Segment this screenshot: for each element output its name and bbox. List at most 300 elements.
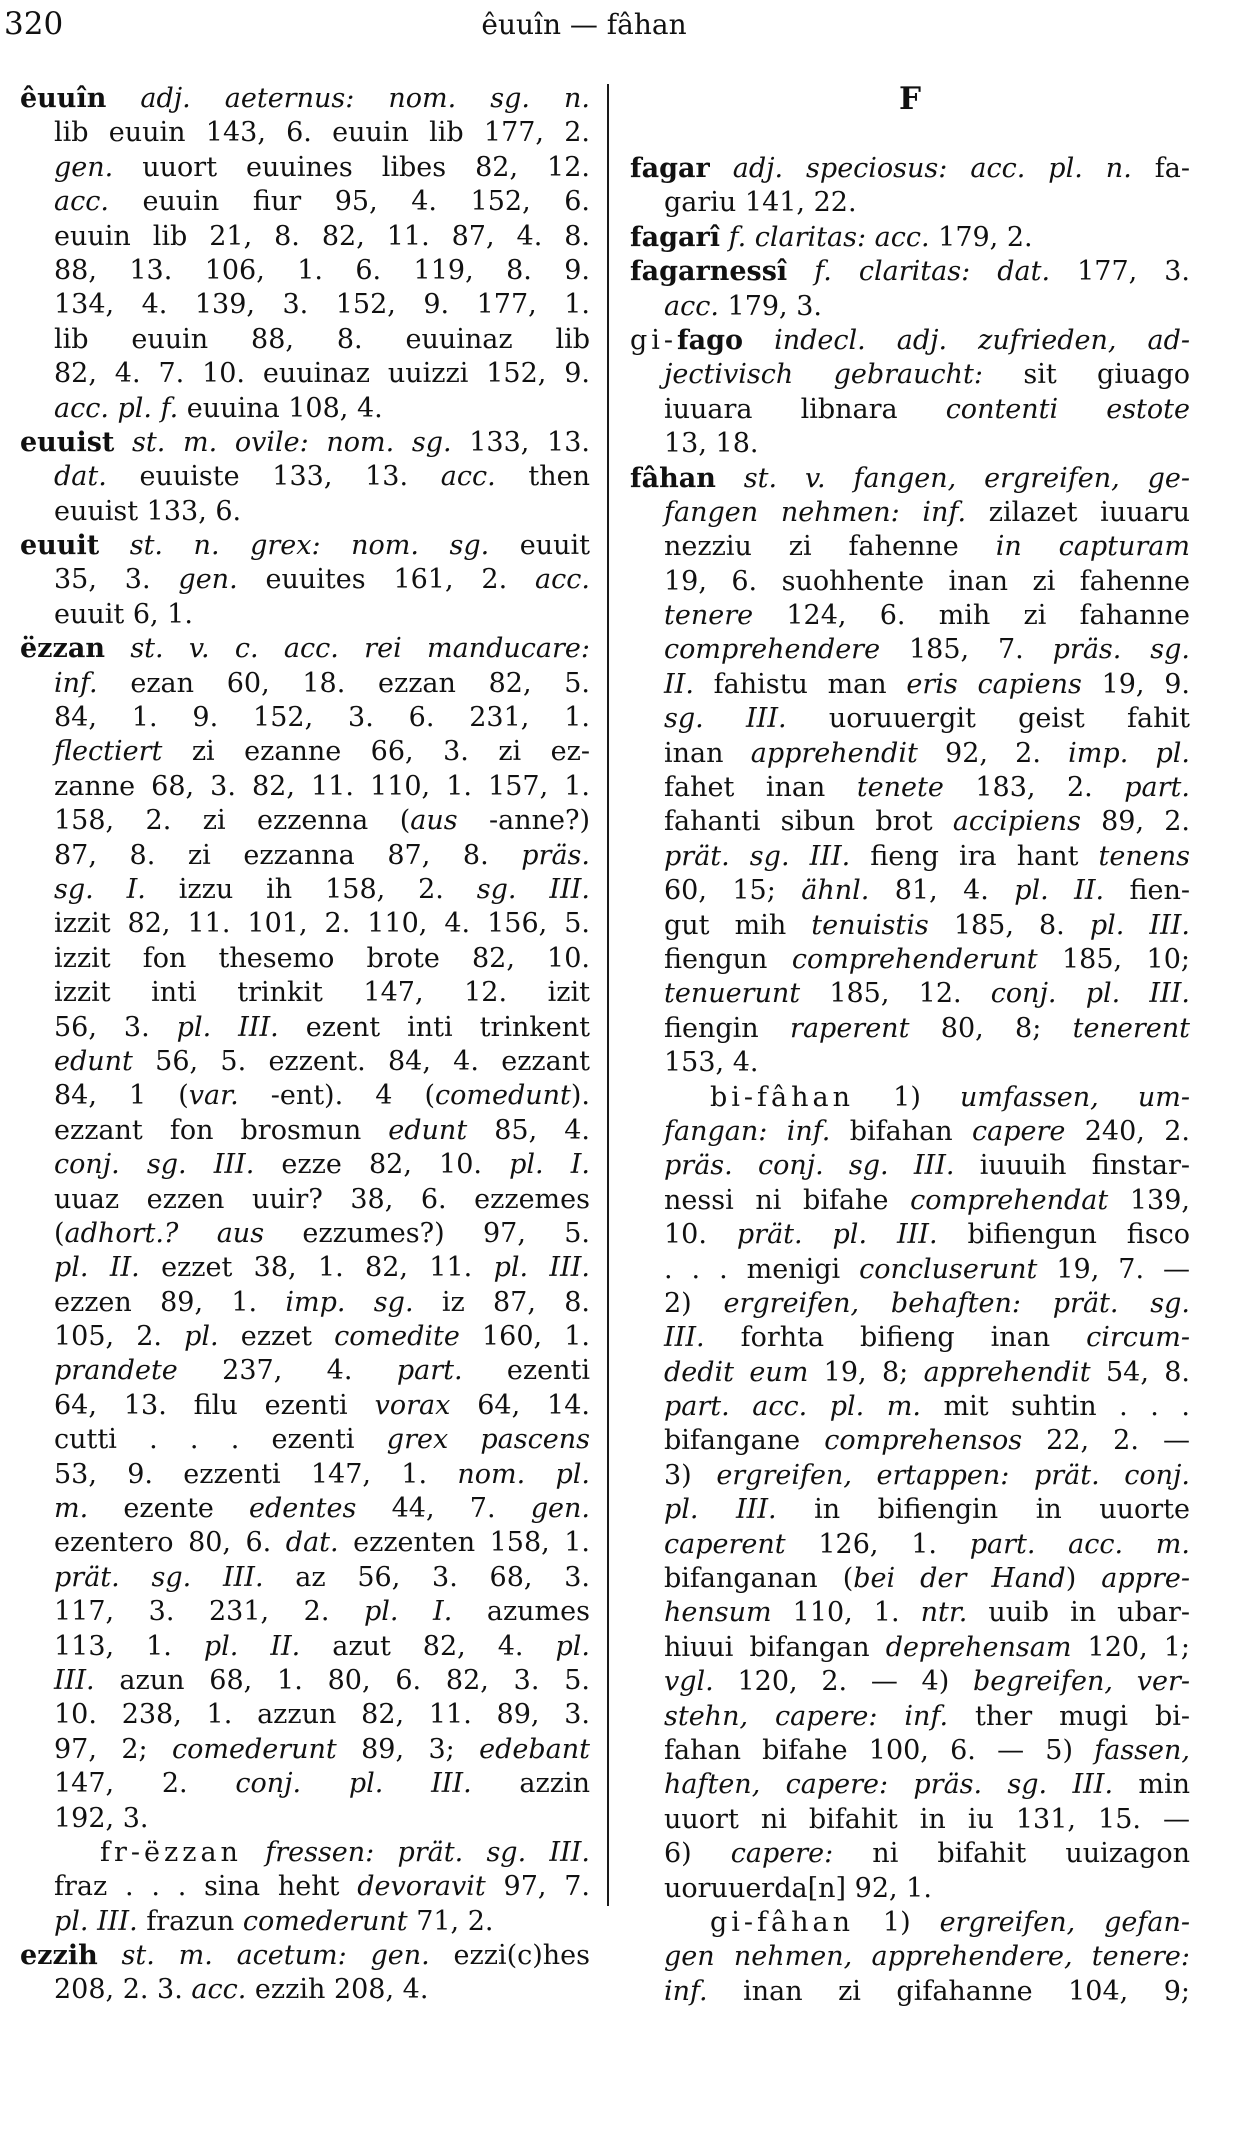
grammar-note: conj. pl. III. (235, 1768, 472, 1800)
grammar-note: concluserunt (859, 1253, 1038, 1285)
grammar-note: conj. pl. III. (990, 978, 1191, 1010)
citation-text: ezenti (462, 1355, 590, 1387)
citation-text: 19, 9. (1081, 668, 1191, 700)
citation-text (716, 463, 744, 494)
citation-text: ezzant fon brosmun (54, 1114, 389, 1146)
grammar-note: apprehendit (923, 1356, 1091, 1388)
citation-text: ni bifahit uuizagon (833, 1838, 1190, 1870)
citation-text: 10. (664, 1219, 737, 1251)
citation-text: 185, 10; (1037, 943, 1190, 975)
grammar-note: pl. III. (493, 1252, 590, 1284)
citation-text: bifahan (830, 1115, 972, 1147)
citation-text: iz 87, 8. (413, 1286, 591, 1318)
grammar-note: pl. (555, 1630, 590, 1662)
entry-line (20, 1664, 590, 1698)
citation-text: 237, 4. (177, 1355, 397, 1387)
citation-text: fraz . . . sina heht (54, 1871, 358, 1903)
page-number: 320 (4, 6, 64, 42)
grammar-note: inf. (54, 667, 98, 699)
citation-text: 160, 1. (459, 1321, 590, 1353)
citation-text: 185, 12. (800, 978, 991, 1010)
citation-text: 84, 1 ( (54, 1080, 189, 1112)
grammar-note: prät. sg. III. (54, 1561, 264, 1593)
citation-text: 105, 2. (54, 1321, 185, 1353)
entry-line (630, 633, 1190, 667)
grammar-note: fangen nehmen: inf. (664, 496, 967, 528)
entry-line (630, 840, 1190, 874)
entry-line (20, 495, 590, 529)
citation-text: zilazet iuuaru (966, 496, 1190, 528)
entry-line (630, 1665, 1190, 1699)
grammar-note: edunt (388, 1114, 468, 1146)
citation-text: 85, 4. (467, 1114, 590, 1146)
citation-text: ezzumes?) 97, 5. (264, 1217, 591, 1249)
entry-line (20, 254, 590, 288)
entry-line (630, 1459, 1190, 1493)
citation-text: 89, 3; (336, 1733, 480, 1765)
citation-text (105, 633, 130, 664)
citation-text: ezan 60, 18. ezzan 82, 5. (97, 667, 590, 699)
grammar-note: tenuerunt (664, 978, 801, 1010)
grammar-note: part. (1124, 772, 1190, 804)
entry-line (630, 1424, 1190, 1458)
grammar-note: st. n. grex: nom. sg. (129, 530, 490, 562)
grammar-note: vorax (374, 1389, 451, 1421)
citation-text: 84, 1. 9. 152, 3. 6. 231, 1. (54, 702, 590, 734)
entry-line (20, 1561, 590, 1595)
citation-text: 110, 1. (771, 1597, 921, 1629)
grammar-note: tenuistis (811, 909, 929, 941)
grammar-note: imp. pl. (1068, 737, 1190, 769)
citation-text: 2) (664, 1287, 724, 1319)
grammar-note: accipiens (952, 806, 1081, 838)
headword: fago (677, 324, 744, 356)
running-head: êuuîn — fâhan (481, 8, 687, 41)
citation-text: izzit fon thesemo brote 82, 10. (54, 942, 590, 974)
entry-line (20, 1183, 590, 1217)
grammar-note: ergreifen, behaften: prät. sg. (723, 1287, 1190, 1319)
entry-line (20, 907, 590, 941)
citation-text: 82, 4. 7. 10. euuinaz uuizzi 152, 9. (54, 358, 590, 390)
entry-line (630, 737, 1190, 771)
entry-line (630, 393, 1190, 427)
citation-text: izzu ih 158, 2. (145, 873, 477, 905)
entry-line (630, 1700, 1190, 1734)
citation-text: 192, 3. (54, 1802, 149, 1834)
entry-line (20, 1114, 590, 1148)
citation-text: 147, 2. (54, 1768, 236, 1800)
entry-line (20, 357, 590, 391)
citation-text: lib euuin 88, 8. euuinaz lib (54, 323, 590, 355)
citation-text: ezzen 89, 1. (54, 1286, 286, 1318)
headword: ëzzan (20, 633, 105, 665)
entry-line (20, 116, 590, 150)
citation-text: fahistu man (693, 668, 907, 700)
entry-line (20, 804, 590, 838)
citation-text: iuuara libnara (664, 393, 946, 425)
citation-text: izzit 82, 11. 101, 2. 110, 4. 156, 5. (54, 908, 590, 940)
grammar-note: comprehendere (664, 634, 881, 666)
citation-text: ezente (88, 1493, 250, 1525)
citation-text: lib euuin 143, 6. euuin lib 177, 2. (54, 117, 590, 149)
citation-text: euuina 108, 4. (178, 392, 383, 424)
entry-line (630, 1184, 1190, 1218)
grammar-note: f. claritas: dat. (814, 256, 1051, 288)
entry-line (20, 1148, 590, 1182)
citation-text: bifanganan ( (664, 1563, 854, 1595)
citation-text: min (1113, 1769, 1190, 1801)
entry-line (20, 1217, 590, 1251)
grammar-note: f. claritas: acc. (728, 221, 930, 253)
entry-line (20, 1389, 590, 1423)
citation-text: 80, 8; (909, 1012, 1073, 1044)
citation-text (242, 1837, 265, 1868)
grammar-note: adj. speciosus: acc. pl. n. (732, 153, 1132, 184)
citation-text: ezent inti trinkent (278, 1011, 590, 1043)
citation-text (98, 1940, 122, 1971)
entry-line (630, 427, 1190, 461)
entry-line (20, 1423, 590, 1457)
entry-line (630, 874, 1190, 908)
grammar-note: comprehenderunt (791, 943, 1038, 975)
entry-headline (630, 255, 1190, 289)
citation-text (787, 256, 814, 287)
grammar-note: adhort.? aus (64, 1217, 265, 1249)
citation-text: az 56, 3. 68, 3. (263, 1561, 591, 1593)
citation-text: inan zi gifahanne 104, 9; (707, 1975, 1190, 2007)
entry-line (630, 771, 1190, 805)
grammar-note: fangan: inf. (664, 1115, 831, 1147)
grammar-note: pl. III. (1089, 909, 1190, 941)
grammar-note: acc. pl. f. (54, 392, 179, 424)
citation-text: 158, 2. zi ezzenna ( (54, 805, 411, 837)
entry-line (630, 1734, 1190, 1768)
grammar-note: fressen: prät. sg. III. (265, 1836, 590, 1868)
entry-headline (20, 529, 590, 563)
citation-text: 133, 13. (451, 426, 590, 458)
grammar-note: präs. sg. (1052, 634, 1190, 666)
citation-text: 54, 8. (1090, 1356, 1191, 1388)
headword: ezzih (20, 1940, 98, 1972)
grammar-note: gen. (530, 1493, 590, 1525)
citation-text: forhta bifieng inan (704, 1322, 1087, 1354)
citation-text: 81, 4. (869, 875, 1015, 907)
citation-text: uuib in ubar- (967, 1597, 1190, 1629)
grammar-note: pl. II. (54, 1252, 140, 1284)
citation-text: euuin fiur 95, 4. 152, 6. (108, 186, 590, 218)
grammar-note: gen nehmen, apprehendere, tenere: (664, 1941, 1190, 1973)
entry-line (630, 1356, 1190, 1390)
entry-line (630, 1631, 1190, 1665)
grammar-note: comedunt (435, 1080, 571, 1112)
entry-line (20, 1045, 590, 1079)
entry-line (630, 1596, 1190, 1630)
headword: fagarî (630, 221, 720, 253)
grammar-note: comederunt (171, 1733, 337, 1765)
entry-line (630, 1218, 1190, 1252)
entry-line (20, 1870, 590, 1904)
grammar-note: fassen, (1094, 1734, 1190, 1766)
citation-text: fahanti sibun brot (664, 806, 953, 838)
entry-line (20, 1079, 590, 1113)
headword: euuist (20, 426, 115, 458)
citation-text: ezzih 208, 4. (246, 1974, 429, 2006)
entry-headline (630, 221, 1190, 255)
citation-text: ezze 82, 10. (254, 1149, 510, 1181)
grammar-note: umfassen, um- (960, 1081, 1190, 1113)
entry-line (20, 1526, 590, 1560)
entry-line (20, 185, 590, 219)
entry-line (630, 1768, 1190, 1802)
entry-line (20, 460, 590, 494)
citation-text: inan (664, 737, 751, 769)
citation-text: 240, 2. (1065, 1115, 1190, 1147)
grammar-note: sg. I. (54, 873, 146, 905)
grammar-note: pl. II. (203, 1630, 301, 1662)
citation-text: 124, 6. mih zi fahanne (753, 600, 1190, 632)
citation-text: 183, 2. (943, 772, 1125, 804)
entry-line (20, 1320, 590, 1354)
entry-line (630, 290, 1190, 324)
citation-text: in bifiengin in uuorte (776, 1494, 1190, 1526)
grammar-note: inf. (664, 1975, 708, 2007)
citation-text: 153, 4. (664, 1047, 759, 1079)
citation-text: uuort euuines libes 82, 12. (113, 151, 590, 183)
grammar-note: adj. aeternus: nom. sg. n. (140, 83, 590, 114)
citation-text: bifiengun fisco (937, 1219, 1191, 1251)
entry-line (630, 805, 1190, 839)
entry-line (630, 186, 1190, 220)
entry-headline (630, 324, 1190, 358)
citation-text: euuites 161, 2. (237, 564, 536, 596)
subentry-headline (20, 1836, 590, 1870)
entry-line (630, 1287, 1190, 1321)
grammar-note: begreifen, ver- (972, 1666, 1190, 1698)
grammar-note: indecl. adj. zufrieden, ad- (774, 324, 1190, 356)
grammar-note: devoravit (357, 1871, 486, 1903)
headword: fâhan (630, 462, 716, 494)
compound-headword: fr-ëzzan (100, 1836, 242, 1868)
grammar-note: hensum (664, 1597, 772, 1629)
entry-line (20, 1595, 590, 1629)
grammar-note: part. acc. pl. m. (664, 1391, 921, 1423)
grammar-note: nom. pl. (457, 1458, 590, 1490)
citation-text: nezziu zi fahenne (664, 531, 996, 563)
entry-line (20, 1630, 590, 1664)
entry-line (20, 1251, 590, 1285)
citation-text: ezzenten 158, 1. (338, 1527, 591, 1559)
grammar-note: tenere (664, 600, 754, 632)
citation-text: 208, 2. 3. (54, 1974, 192, 2006)
grammar-note: pl. I. (363, 1596, 453, 1628)
section-letter (630, 82, 1190, 152)
citation-text: . . . menigi (664, 1253, 860, 1285)
entry-line (20, 1354, 590, 1388)
citation-text: ezzet (218, 1321, 335, 1353)
citation-text: 19, 6. suohhente inan zi fahenne (664, 565, 1190, 597)
grammar-note: deprehensam (885, 1631, 1072, 1663)
citation-text: uuaz ezzen uuir? 38, 6. ezzemes (54, 1183, 590, 1215)
grammar-note: III. (54, 1664, 95, 1696)
citation-text: fa- (1131, 153, 1190, 184)
citation-text: zanne 68, 3. 82, 11. 110, 1. 157, 1. (54, 770, 590, 802)
entry-line (630, 1012, 1190, 1046)
citation-text: 177, 3. (1050, 256, 1191, 288)
citation-text: ezzi(c)hes (429, 1940, 590, 1972)
citation-text: 64, 14. (450, 1389, 590, 1421)
citation-text: azun 68, 1. 80, 6. 82, 3. 5. (94, 1664, 590, 1696)
entry-line (630, 1528, 1190, 1562)
citation-text: ezzet 38, 1. 82, 11. (139, 1252, 494, 1284)
citation-text: gut mih (664, 909, 812, 941)
citation-text: azumes (452, 1596, 590, 1628)
citation-text: 53, 9. ezzenti 147, 1. (54, 1458, 458, 1490)
entry-line (20, 873, 590, 907)
citation-text: ( (54, 1217, 65, 1249)
entry-line (630, 1975, 1190, 2009)
grammar-note: eris capiens (906, 668, 1082, 700)
compound-headword: bi-fâhan (710, 1081, 855, 1113)
entry-line (20, 288, 590, 322)
entry-line (630, 943, 1190, 977)
entry-line (20, 1286, 590, 1320)
grammar-note: var. (188, 1080, 239, 1112)
citation-text: 97, 7. (485, 1871, 590, 1903)
grammar-note: contenti estote (945, 393, 1190, 425)
entry-line (630, 909, 1190, 943)
entry-line (20, 1767, 590, 1801)
grammar-note: sg. III. (664, 703, 787, 735)
citation-text: 117, 3. 231, 2. (54, 1596, 364, 1628)
entry-line (20, 976, 590, 1010)
entry-line (20, 667, 590, 701)
grammar-note: dat. (54, 461, 107, 493)
entry-line (630, 530, 1190, 564)
grammar-note: comprehendat (910, 1184, 1109, 1216)
citation-text: 97, 2; (54, 1733, 172, 1765)
entry-headline (20, 632, 590, 666)
citation-text: frazun (137, 1905, 243, 1937)
entry-line (20, 701, 590, 735)
entry-line (630, 565, 1190, 599)
grammar-note: capere: (730, 1838, 834, 1870)
headword: F (898, 81, 921, 117)
grammar-note: acc. (664, 290, 719, 322)
grammar-note: gen. (178, 564, 238, 596)
citation-text: euuit (489, 530, 590, 562)
left-column (20, 82, 590, 2008)
grammar-note: tenens (1098, 840, 1190, 872)
grammar-note: prät. pl. III. (736, 1219, 938, 1251)
citation-text: euuit 6, 1. (54, 598, 193, 630)
citation-text: uuort ni bifahit in iu 131, 15. — (664, 1803, 1190, 1835)
grammar-note: edentes (249, 1493, 357, 1525)
citation-text: fahet inan (664, 772, 857, 804)
citation-text: 185, 7. (880, 634, 1053, 666)
entry-line (20, 1011, 590, 1045)
citation-text: cutti . . . ezenti (54, 1424, 387, 1456)
headword: euuit (20, 530, 100, 562)
citation-text: ) (1065, 1563, 1102, 1595)
entry-line (20, 1733, 590, 1767)
entry-line (630, 358, 1190, 392)
headword: fagarnessî (630, 256, 788, 288)
grammar-note: part. acc. m. (969, 1528, 1190, 1560)
grammar-note: conj. sg. III. (54, 1149, 255, 1181)
citation-text: 126, 1. (785, 1528, 970, 1560)
citation-text: 89, 2. (1080, 806, 1190, 838)
grammar-note: vgl. (664, 1666, 714, 1698)
compound-headword: gi-fâhan (710, 1906, 855, 1938)
citation-text (106, 83, 140, 114)
citation-text: izzit inti trinkit 147, 12. izit (54, 977, 590, 1009)
citation-text: gariu 141, 22. (664, 187, 857, 219)
citation-text: nessi ni bifahe (664, 1184, 911, 1216)
grammar-note: aus (410, 805, 458, 837)
grammar-note: appre- (1101, 1563, 1190, 1595)
citation-text: 87, 8. zi ezzanna 87, 8. (54, 839, 522, 871)
grammar-note: in capturam (995, 531, 1190, 563)
entry-headline (20, 82, 590, 116)
entry-line (630, 1115, 1190, 1149)
grammar-note: dedit eum (664, 1356, 809, 1388)
entry-line (20, 220, 590, 254)
citation-text: euuin lib 21, 8. 82, 11. 87, 4. 8. (54, 220, 590, 252)
citation-text: 1) (854, 1081, 960, 1113)
grammar-note: st. v. fangen, ergreifen, ge- (743, 462, 1191, 494)
grammar-note: ergreifen, ertappen: prät. conj. (716, 1459, 1191, 1491)
headword: êuuîn (20, 83, 107, 114)
grammar-note: präs. conj. sg. III. (664, 1150, 955, 1182)
grammar-note: caperent (664, 1528, 786, 1560)
entry-headline (20, 1939, 590, 1973)
grammar-note: ntr. (920, 1597, 968, 1629)
entry-line (630, 1253, 1190, 1287)
entry-line (20, 598, 590, 632)
grammar-note: sg. III. (476, 873, 590, 905)
citation-text: iuuuih finstar- (954, 1150, 1190, 1182)
citation-text: 10. 238, 1. azzun 82, 11. 89, 3. (54, 1699, 590, 1731)
entry-line (20, 1802, 590, 1836)
grammar-note: edunt (54, 1045, 133, 1077)
entry-line (20, 942, 590, 976)
grammar-note: comedite (334, 1321, 460, 1353)
citation-text: euuist 133, 6. (54, 495, 242, 527)
citation-text: 60, 15; (664, 875, 802, 907)
citation-text: 13, 18. (664, 428, 759, 460)
grammar-note: pl. I. (509, 1149, 590, 1181)
grammar-note: tenerent (1072, 1012, 1190, 1044)
subentry-headline (630, 1906, 1190, 1940)
grammar-note: jectivisch gebraucht: (664, 359, 983, 391)
grammar-note: edebant (479, 1733, 590, 1765)
citation-text: 1) (854, 1906, 940, 1938)
citation-text (710, 153, 733, 184)
grammar-note: acc. (54, 186, 109, 218)
citation-text: 3) (664, 1459, 717, 1491)
citation-text (720, 222, 729, 253)
entry-line (630, 668, 1190, 702)
citation-text: 44, 7. (356, 1493, 531, 1525)
grammar-note: imp. sg. (285, 1286, 414, 1318)
entry-line (630, 1872, 1190, 1906)
citation-text: uoruuergit geist fahit (786, 703, 1190, 735)
grammar-note: präs. (521, 839, 590, 871)
citation-text: 120, 1; (1071, 1631, 1190, 1663)
grammar-note: apprehendit (750, 737, 918, 769)
citation-text: fahan bifahe 100, 6. — 5) (664, 1734, 1095, 1766)
column-divider (607, 84, 609, 1906)
